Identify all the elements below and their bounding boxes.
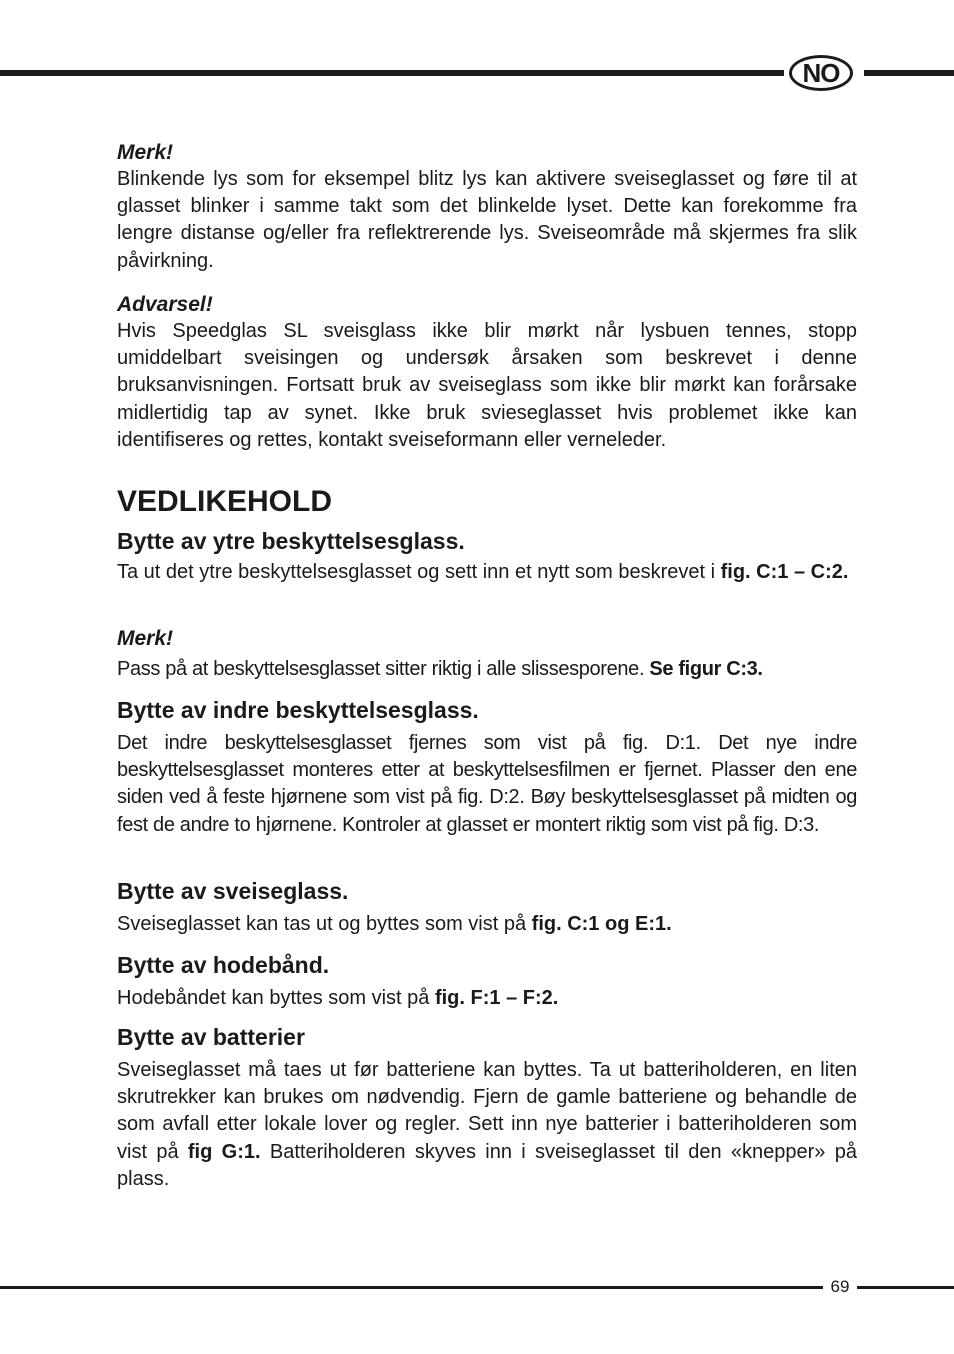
headband-section — [117, 951, 857, 1012]
welding-filter-text — [117, 911, 857, 938]
page-title: VEDLIKEHOLD — [117, 485, 333, 518]
note-section — [117, 139, 857, 275]
page-number: 69 — [830, 1277, 850, 1296]
warning-label: Advarsel! — [117, 293, 213, 316]
section-heading-batteries: Bytte av batterier — [117, 1024, 305, 1050]
outer-lens-figure-ref: fig. C:1 – C:2. — [720, 561, 849, 583]
welding-filter-body: Sveiseglasset kan tas ut og byttes som vist på — [117, 913, 532, 935]
welding-filter-figure-ref: fig. C:1 og E:1. — [531, 913, 672, 935]
section-heading-inner-lens: Bytte av indre beskyttelsesglass. — [117, 697, 479, 723]
outer-lens-note — [117, 625, 857, 683]
outer-lens-note-text — [117, 656, 857, 683]
outer-lens-body: Ta ut det ytre beskyttelsesglasset og sett inn et nytt som beskrevet i — [117, 561, 721, 583]
warning-text: Hvis Speedglas SL sveisglass ikke blir mørkt når lysbuen tennes, stopp umiddelbart sveisingen og undersøk årsaken som beskrevet i denne bruksanvisningen. Fortsatt bruk av sveiseglass som ikke blir mørkt kan forårsake midlertidig tap av synet. Ikke bruk svieseglasset hvis problemet ikke kan identifiseres og rettes, kontakt sveiseformann eller verneleder. — [117, 320, 857, 451]
warning-section — [117, 291, 857, 454]
footer-rule-right — [857, 1286, 954, 1289]
header-rule-right — [864, 70, 954, 76]
outer-lens-note-label: Merk! — [117, 627, 174, 650]
inner-lens-text: Det indre beskyttelsesglasset fjernes som vist på fig. D:1. Det nye indre beskyttelsesglasset monteres etter at beskyttelsesfilmen er fjernet. Plasser den ene siden ved å feste hjørnene som vist på fig. D:2. Bøy beskyttelsesglasset på midten og fest de andre to hjørnene. Kontroler at glasset er montert riktig som vist på fig. D:3. — [117, 732, 857, 836]
section-heading-welding-filter: Bytte av sveiseglass. — [117, 878, 349, 904]
welding-filter-section — [117, 877, 857, 938]
batteries-figure-ref: fig G:1. — [187, 1140, 261, 1163]
language-badge: NO — [789, 55, 853, 91]
footer-rule-left — [0, 1286, 823, 1289]
outer-lens-note-figure-ref: Se figur C:3. — [649, 658, 763, 680]
headband-text — [117, 985, 857, 1012]
note-text: Blinkende lys som for eksempel blitz lys kan aktivere sveiseglasset og føre til at glasset blinker i samme takt som det blinkelde lyset. Dette kan forekomme fra lengre distanse og/eller fra reflektrerende lys. Sveiseområde må skjermes fra slik påvirkning. — [117, 168, 857, 272]
maintenance-title-block — [117, 484, 857, 520]
batteries-text — [117, 1057, 857, 1193]
section-heading-outer-lens: Bytte av ytre beskyttelsesglass. — [117, 528, 465, 554]
outer-lens-text — [117, 559, 857, 586]
section-heading-headband: Bytte av hodebånd. — [117, 952, 330, 978]
headband-figure-ref: fig. F:1 – F:2. — [434, 987, 559, 1009]
batteries-section — [117, 1023, 857, 1193]
batteries-body-end: Batteriholderen skyves inn i sveiseglasset til den «knepper» på plass. — [117, 1140, 857, 1190]
header-rule-left — [0, 70, 784, 76]
headband-body: Hodebåndet kan byttes som vist på — [117, 987, 435, 1009]
outer-lens-note-body: Pass på at beskyttelsesglasset sitter riktig i alle slissesporene. — [117, 658, 650, 680]
note-label: Merk! — [117, 141, 174, 164]
outer-lens-section — [117, 527, 857, 586]
batteries-body-start: Sveiseglasset må taes ut før batteriene kan byttes. Ta ut batteriholderen, en liten skrutrekker kan brukes om nødvendig. Fjern de gamle batteriene og behandle de som avfall etter lokale lover og regler. Sett inn nye batterier i batteriholderen som vist på — [117, 1059, 857, 1163]
inner-lens-section — [117, 696, 857, 839]
